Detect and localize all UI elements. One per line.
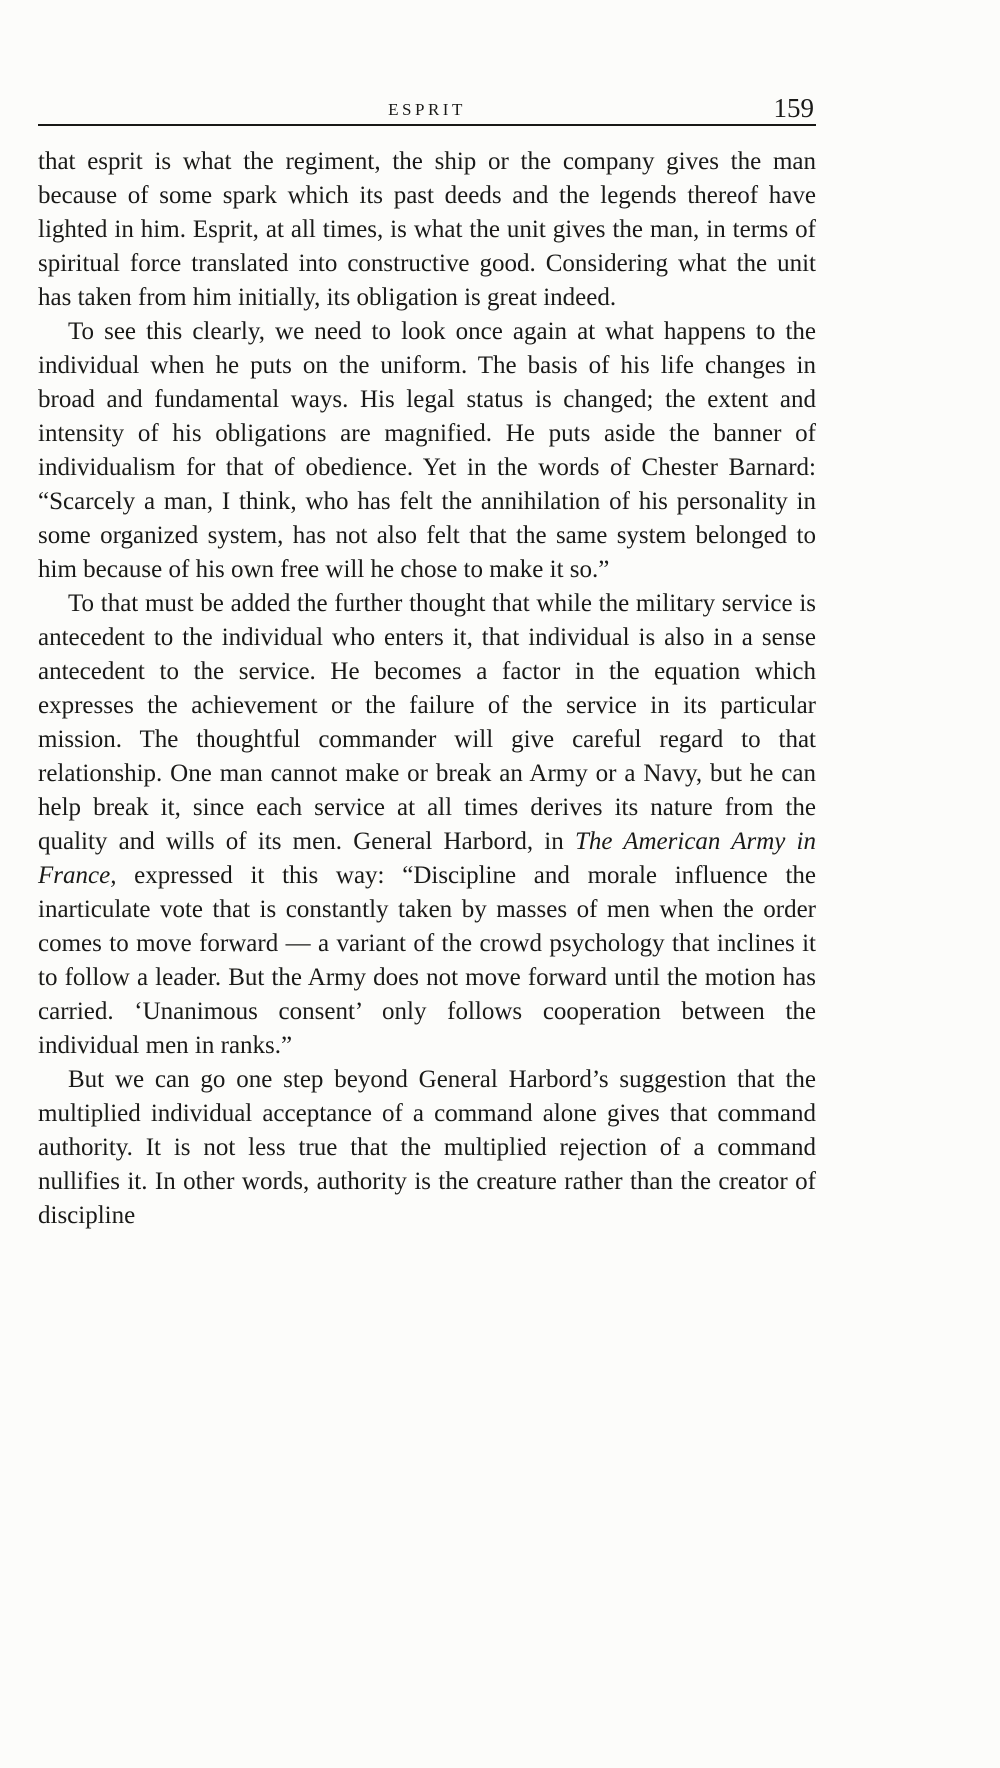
paragraph-text: expressed it this way: “Discipline and morale influence the inarticulate vote that is constantly taken by masses of men when the order comes to move forward — a variant of the crowd psychology that inclines it to follow a leader. But the Army does not move forward until the motion has carried. ‘Unanimous consent’ only follows cooperation between the individual men in ranks.” — [38, 862, 816, 1059]
running-head-title: ESPRIT — [388, 100, 466, 119]
page-number: 159 — [773, 93, 814, 123]
book-title-italic: The American Army in France, — [38, 828, 817, 889]
paragraph: that esprit is what the regiment, the ship or the company gives the man because of some spark which its past deeds and the legends thereof have lighted in him. Esprit, at all times, is what the unit gives the man, in terms of spiritual force translated into constructive good. Considering what the unit has taken from him initially, its obligation is great indeed. — [38, 148, 816, 311]
paragraph: But we can go one step beyond General Harbord’s suggestion that the multiplied individual acceptance of a command alone gives that command authority. It is not less true that the multiplied rejection of a command nullifies it. In other words, authority is the creature rather than the creator of discipline — [38, 1066, 816, 1229]
paragraph: To see this clearly, we need to look once again at what happens to the individual when he puts on the uniform. The basis of his life changes in broad and fundamental ways. His legal status is changed; the extent and intensity of his obligations are magnified. He puts aside the banner of individualism for that of obedience. Yet in the words of Chester Barnard: “Scarcely a man, I think, who has felt the annihilation of his personality in some organized system, has not also felt that the same system belonged to him because of his own free will he chose to make it so.” — [38, 318, 816, 583]
paragraph — [38, 587, 816, 1063]
running-head — [38, 90, 816, 123]
text-block — [38, 90, 816, 1233]
header-rule — [38, 124, 816, 126]
page-body — [38, 145, 816, 1233]
paragraph-text: To that must be added the further thought that while the military service is antecedent to the individual who enters it, that individual is also in a sense antecedent to the service. He becomes a factor in the equation which expresses the achievement or the failure of the service in its particular mission. The thoughtful commander will give careful regard to that relationship. One man cannot make or break an Army or a Navy, but he can help break it, since each service at all times derives its nature from the quality and wills of its men. General Harbord, in — [38, 590, 816, 855]
